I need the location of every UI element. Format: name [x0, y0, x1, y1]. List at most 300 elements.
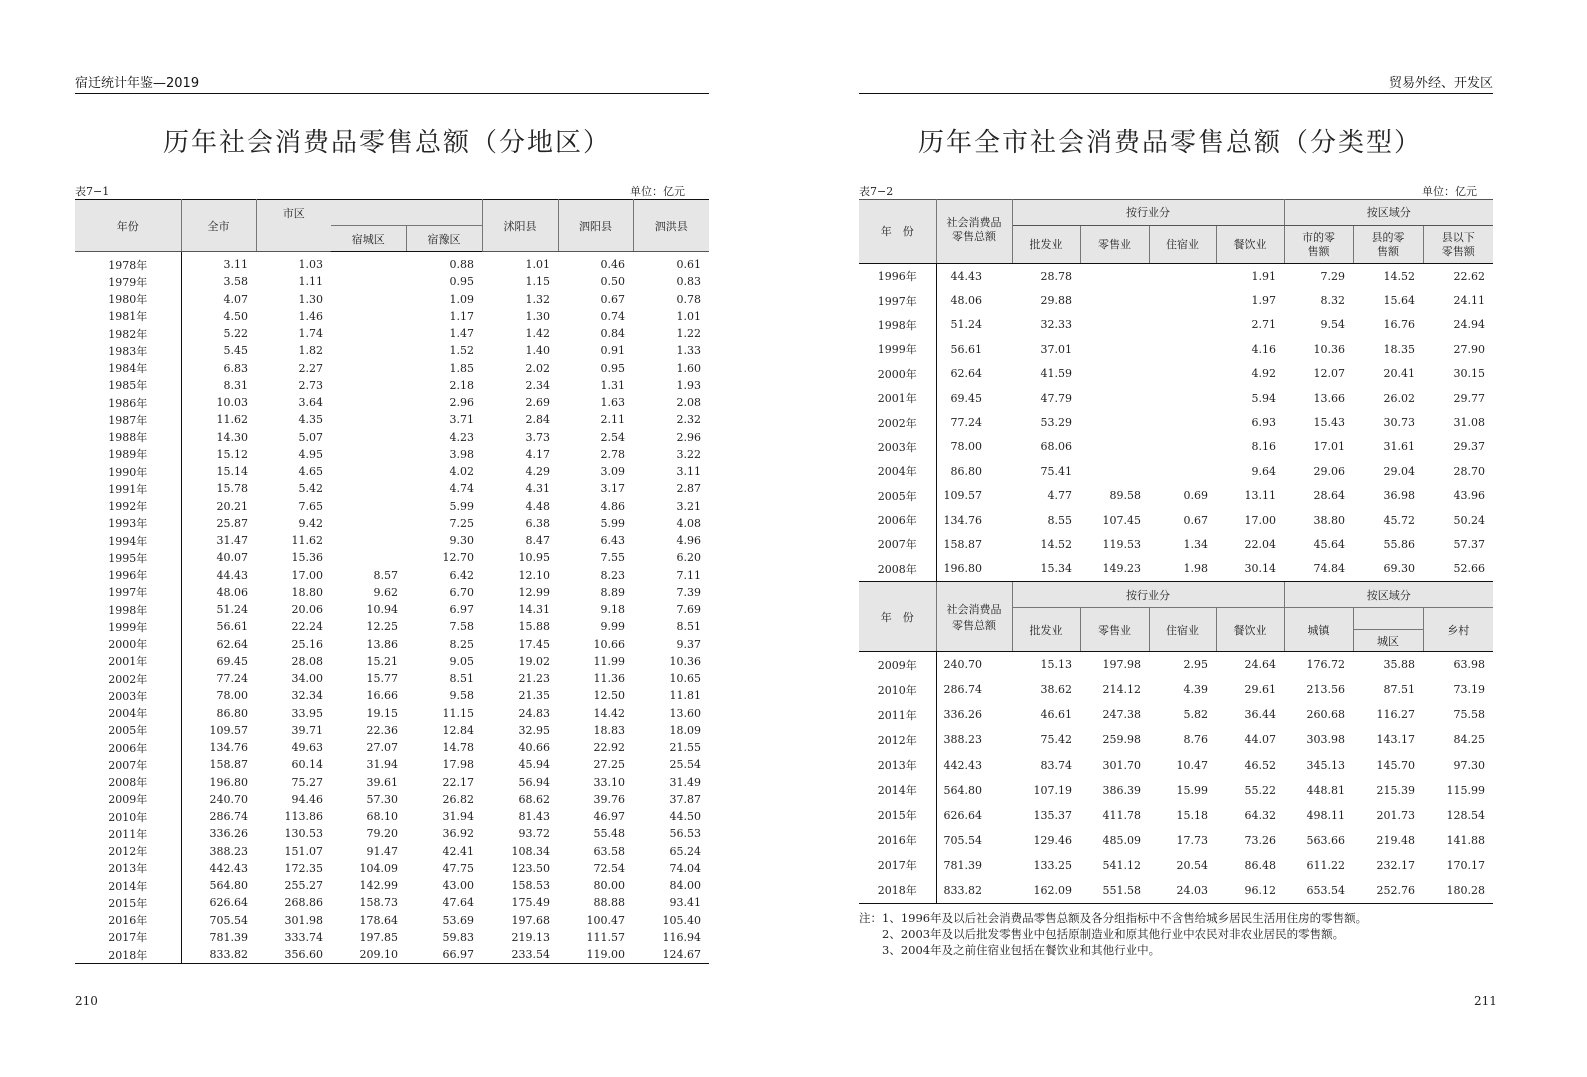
table-cell: 233.54	[511, 948, 550, 962]
table-cell: 39.71	[291, 723, 323, 737]
table-cell: 626.64	[943, 808, 982, 822]
table-cell: 39.61	[366, 775, 398, 789]
table-cell: 40.07	[216, 551, 248, 565]
row-year: 2002年	[859, 410, 936, 434]
table-cell: 33.10	[593, 775, 625, 789]
row-year: 1989年	[75, 446, 181, 463]
table-cell: 268.86	[284, 896, 323, 910]
table-cell: 336.26	[209, 827, 248, 841]
col-header-rural: 乡村	[1423, 608, 1493, 652]
table-cell: 4.08	[676, 516, 701, 530]
row-year: 1986年	[75, 394, 181, 411]
table-cell: 119.53	[1102, 537, 1141, 551]
table-cell: 11.62	[291, 534, 323, 548]
table-row	[75, 463, 709, 480]
table-cell: 22.24	[291, 620, 323, 634]
row-year: 2004年	[859, 459, 936, 483]
row-year: 1978年	[75, 252, 181, 274]
table-cell: 2.54	[600, 430, 625, 444]
table-cell: 11.15	[442, 706, 474, 720]
table-cell: 7.55	[600, 551, 625, 565]
row-year: 1992年	[75, 498, 181, 515]
table-row	[859, 727, 1493, 752]
table-cell: 109.57	[943, 489, 982, 503]
table-cell: 3.22	[676, 447, 701, 461]
table-cell: 9.18	[600, 603, 625, 617]
table-cell: 51.24	[950, 318, 982, 332]
table-cell: 6.43	[600, 534, 625, 548]
table-cell: 69.45	[216, 654, 248, 668]
table-cell: 232.17	[1376, 858, 1415, 872]
table-cell: 111.57	[586, 930, 625, 944]
table-row	[75, 515, 709, 532]
table-row	[75, 894, 709, 911]
table-cell: 29.04	[1383, 464, 1415, 478]
table-cell: 32.34	[291, 689, 323, 703]
row-year: 2001年	[75, 653, 181, 670]
table-cell: 158.53	[511, 879, 550, 893]
table-cell: 564.80	[943, 783, 982, 797]
row-year: 2012年	[859, 727, 936, 752]
table-cell: 46.52	[1244, 758, 1276, 772]
table-cell: 5.99	[600, 516, 625, 530]
table-row	[75, 273, 709, 290]
table-cell: 53.69	[442, 913, 474, 927]
table-cell: 6.38	[525, 516, 550, 530]
table-row	[75, 342, 709, 359]
table-cell: 44.50	[669, 810, 701, 824]
table-cell	[331, 394, 406, 411]
table-cell: 5.82	[1183, 708, 1208, 722]
page-number: 211	[1474, 994, 1497, 1008]
table-cell: 162.09	[1033, 883, 1072, 897]
table-cell: 55.22	[1244, 783, 1276, 797]
table-cell: 214.12	[1102, 683, 1141, 697]
table-cell: 11.81	[669, 689, 701, 703]
table-cell: 442.43	[943, 758, 982, 772]
table-cell	[1080, 410, 1149, 434]
table-cell: 24.03	[1176, 883, 1208, 897]
row-year: 2004年	[75, 705, 181, 722]
col-header-shuyang: 沭阳县	[482, 200, 558, 252]
table-cell: 123.50	[511, 861, 550, 875]
table-cell: 20.41	[1383, 367, 1415, 381]
note-line: 2、2003年及以后批发零售业中包括原制造业和原其他行业中农民对非农业居民的零售额。	[859, 927, 1345, 941]
table-cell: 541.12	[1102, 858, 1141, 872]
table-cell: 134.76	[209, 741, 248, 755]
col-header-by-region-2: 按区域分	[1284, 582, 1493, 608]
table-cell: 0.88	[449, 258, 474, 272]
table-cell: 3.73	[525, 430, 550, 444]
col-header-suyu: 宿豫区	[406, 226, 482, 252]
table-number: 表7−2	[859, 185, 894, 198]
table-cell: 7.58	[449, 620, 474, 634]
table-cell: 16.66	[366, 689, 398, 703]
table-cell	[331, 291, 406, 308]
table-row	[75, 860, 709, 877]
table-cell	[331, 480, 406, 497]
table-cell: 26.82	[442, 792, 474, 806]
table-cell: 47.75	[442, 861, 474, 875]
table-cell: 563.66	[1306, 833, 1345, 847]
table-cell: 1.91	[1251, 269, 1276, 283]
table-cell: 45.94	[518, 758, 550, 772]
table-cell: 2.78	[600, 447, 625, 461]
table-cell: 56.94	[518, 775, 550, 789]
table-cell: 55.48	[593, 827, 625, 841]
table-row	[75, 705, 709, 722]
table-cell: 1.31	[600, 378, 625, 392]
row-year: 2001年	[859, 386, 936, 410]
table-cell: 4.07	[223, 292, 248, 306]
table-cell: 45.72	[1383, 513, 1415, 527]
table-cell: 32.33	[1040, 318, 1072, 332]
table-cell: 91.47	[366, 844, 398, 858]
table-cell: 28.70	[1453, 464, 1485, 478]
table-cell: 0.83	[676, 275, 701, 289]
table-cell: 3.17	[600, 482, 625, 496]
table-cell: 2.73	[298, 378, 323, 392]
table-cell: 0.61	[676, 258, 701, 272]
running-header: 贸易外经、开发区	[1388, 76, 1493, 91]
table-cell: 260.68	[1306, 708, 1345, 722]
table-cell: 485.09	[1102, 833, 1141, 847]
table-cell	[1149, 386, 1216, 410]
col-header-lodging: 住宿业	[1149, 226, 1216, 264]
table-cell: 12.84	[442, 723, 474, 737]
table-cell: 3.71	[449, 413, 474, 427]
table-cell	[331, 273, 406, 290]
col-header-year: 年份	[75, 200, 181, 252]
table-row	[859, 459, 1493, 483]
table-row	[859, 410, 1493, 434]
table-cell: 10.36	[669, 654, 701, 668]
table-cell: 333.74	[284, 930, 323, 944]
table-cell: 2.87	[676, 482, 701, 496]
col-header-retail: 零售业	[1080, 226, 1149, 264]
table-cell: 46.97	[593, 810, 625, 824]
table-cell: 84.25	[1453, 733, 1485, 747]
row-year: 2000年	[859, 362, 936, 386]
table-cell: 15.99	[1176, 783, 1208, 797]
table-cell: 5.07	[298, 430, 323, 444]
table-cell: 14.42	[593, 706, 625, 720]
col-header-town: 城镇	[1284, 608, 1353, 652]
row-year: 1996年	[859, 264, 936, 289]
table-cell: 7.29	[1320, 269, 1345, 283]
running-header: 宿迁统计年鉴—2019	[75, 76, 200, 91]
row-year: 2003年	[75, 687, 181, 704]
table-cell: 36.98	[1383, 489, 1415, 503]
row-year: 1998年	[859, 313, 936, 337]
table-cell: 68.10	[366, 810, 398, 824]
table-cell: 88.88	[593, 896, 625, 910]
table-cell: 9.42	[298, 516, 323, 530]
table-cell: 119.00	[586, 948, 625, 962]
table-row	[75, 291, 709, 308]
table-cell: 84.00	[669, 879, 701, 893]
table-cell: 9.37	[676, 637, 701, 651]
table-cell: 22.36	[366, 723, 398, 737]
row-year: 1999年	[75, 618, 181, 635]
row-year: 1997年	[859, 288, 936, 312]
table-cell: 17.00	[291, 568, 323, 582]
table-cell: 105.40	[662, 913, 701, 927]
row-year: 2000年	[75, 636, 181, 653]
table-cell: 1.34	[1183, 537, 1208, 551]
col-header-sucheng: 宿城区	[331, 226, 406, 252]
table-cell	[1149, 435, 1216, 459]
table-cell: 56.61	[950, 342, 982, 356]
table-cell: 83.74	[1040, 758, 1072, 772]
table-row	[75, 774, 709, 791]
table-cell: 12.70	[442, 551, 474, 565]
table-row	[859, 435, 1493, 459]
table-cell	[1149, 264, 1216, 289]
table-cell: 7.25	[449, 516, 474, 530]
row-year: 2006年	[75, 739, 181, 756]
table-cell: 219.13	[511, 930, 550, 944]
table-cell: 36.44	[1244, 708, 1276, 722]
table-cell: 0.67	[600, 292, 625, 306]
table-cell: 18.83	[593, 723, 625, 737]
page-number: 210	[75, 994, 98, 1008]
header-rule	[859, 93, 1493, 94]
table-cell: 9.54	[1320, 318, 1345, 332]
table-cell: 40.66	[518, 741, 550, 755]
table-cell: 21.55	[669, 741, 701, 755]
table-row	[75, 252, 709, 274]
table-cell: 39.76	[593, 792, 625, 806]
table-cell: 1.01	[676, 309, 701, 323]
table-cell: 31.94	[442, 810, 474, 824]
table-cell: 63.98	[1453, 658, 1485, 672]
table-cell: 37.87	[669, 792, 701, 806]
row-year: 1981年	[75, 308, 181, 325]
table-cell: 21.23	[518, 672, 550, 686]
col-header-total: 社会消费品零售总额	[936, 200, 1012, 264]
row-year: 2018年	[859, 878, 936, 904]
table-cell: 15.64	[1383, 294, 1415, 308]
col-header-year: 年 份	[859, 200, 936, 264]
table-cell: 1.15	[525, 275, 550, 289]
table-cell: 42.41	[442, 844, 474, 858]
table-cell: 18.09	[669, 723, 701, 737]
table-cell: 15.77	[366, 672, 398, 686]
table-cell	[331, 411, 406, 428]
table-cell: 68.06	[1040, 440, 1072, 454]
table-cell: 93.41	[669, 896, 701, 910]
col-header-catering: 餐饮业	[1216, 226, 1284, 264]
table-cell: 21.35	[518, 689, 550, 703]
row-year: 1996年	[75, 567, 181, 584]
table-cell: 2.02	[525, 361, 550, 375]
table-cell: 3.58	[223, 275, 248, 289]
table-cell: 31.61	[1383, 440, 1415, 454]
table-cell: 3.11	[676, 465, 701, 479]
table-row	[859, 508, 1493, 532]
table-cell: 25.16	[291, 637, 323, 651]
table-cell: 5.42	[298, 482, 323, 496]
table-cell: 7.11	[676, 568, 701, 582]
table-cell: 1.82	[298, 344, 323, 358]
table-cell: 29.88	[1040, 294, 1072, 308]
table-cell: 197.68	[511, 913, 550, 927]
table-cell: 32.95	[518, 723, 550, 737]
table-cell: 301.70	[1102, 758, 1141, 772]
left-page	[0, 0, 793, 1077]
table-row	[859, 386, 1493, 410]
table-cell: 31.08	[1453, 416, 1485, 430]
table-cell: 15.13	[1040, 658, 1072, 672]
table-row	[75, 446, 709, 463]
col-header-by-industry: 按行业分	[1012, 200, 1284, 226]
table-cell: 10.36	[1313, 342, 1345, 356]
table-cell: 29.37	[1453, 440, 1485, 454]
table-cell: 2.71	[1251, 318, 1276, 332]
table-cell: 14.78	[442, 741, 474, 755]
table-cell: 9.62	[373, 585, 398, 599]
col-header-urban-district: 城区	[1353, 630, 1423, 652]
table-cell: 15.34	[1012, 557, 1080, 582]
table-cell: 259.98	[1102, 733, 1141, 747]
table-cell: 1.93	[676, 378, 701, 392]
table-cell: 73.19	[1453, 683, 1485, 697]
table-row	[859, 337, 1493, 361]
table-cell: 1.85	[449, 361, 474, 375]
table-cell: 4.48	[525, 499, 550, 513]
table-cell: 17.00	[1244, 513, 1276, 527]
table-cell: 2.69	[525, 396, 550, 410]
table-cell: 2.96	[449, 396, 474, 410]
table-cell: 87.51	[1383, 683, 1415, 697]
row-year: 2017年	[859, 853, 936, 878]
table-row	[75, 929, 709, 946]
table-cell: 1.46	[298, 309, 323, 323]
col-header-wholesale: 批发业	[1012, 226, 1080, 264]
col-header-retail-2: 零售业	[1080, 608, 1149, 652]
table-cell: 197.85	[359, 930, 398, 944]
table-cell: 286.74	[943, 683, 982, 697]
table-cell: 28.08	[291, 654, 323, 668]
table-cell: 8.47	[525, 534, 550, 548]
table-cell: 6.93	[1251, 416, 1276, 430]
table-cell: 143.17	[1376, 733, 1415, 747]
table-cell: 22.04	[1244, 537, 1276, 551]
col-header-total-2: 社会消费品零售总额	[936, 582, 1012, 652]
table-cell: 38.80	[1313, 513, 1345, 527]
col-header-urban-spacer	[331, 200, 482, 226]
table-cell: 8.25	[449, 637, 474, 651]
table-cell: 47.64	[442, 896, 474, 910]
table-cell: 1.32	[525, 292, 550, 306]
table-cell: 135.37	[1033, 808, 1072, 822]
table-cell: 0.50	[600, 275, 625, 289]
col-header-by-region: 按区域分	[1284, 200, 1493, 226]
table-cell: 286.74	[209, 810, 248, 824]
table-cell: 448.81	[1306, 783, 1345, 797]
table-cell: 356.60	[284, 948, 323, 962]
table-cell: 15.78	[216, 482, 248, 496]
table-cell	[331, 377, 406, 394]
row-year: 2014年	[75, 877, 181, 894]
row-year: 2006年	[859, 508, 936, 532]
table-cell: 705.54	[209, 913, 248, 927]
table-cell	[1149, 288, 1216, 312]
table-cell: 0.67	[1183, 513, 1208, 527]
col-header-urban: 市区	[256, 200, 331, 252]
table-row	[75, 325, 709, 342]
table-cell: 56.53	[669, 827, 701, 841]
table-cell: 25.54	[669, 758, 701, 772]
table-cell: 4.74	[449, 482, 474, 496]
table-cell	[331, 252, 406, 274]
table-cell	[1080, 386, 1149, 410]
row-year: 2011年	[859, 702, 936, 727]
row-year: 2014年	[859, 778, 936, 803]
table-cell: 8.31	[223, 378, 248, 392]
table-cell: 498.11	[1306, 808, 1345, 822]
table-cell: 1.30	[525, 309, 550, 323]
row-year: 2017年	[75, 929, 181, 946]
table-cell: 66.97	[442, 948, 474, 962]
table-row	[859, 853, 1493, 878]
table-cell: 388.23	[943, 733, 982, 747]
row-year: 1987年	[75, 411, 181, 428]
table-cell: 69.45	[950, 391, 982, 405]
table-row	[75, 549, 709, 566]
table-cell: 0.95	[449, 275, 474, 289]
table-cell: 16.76	[1383, 318, 1415, 332]
table-cell: 130.53	[284, 827, 323, 841]
table-cell: 38.62	[1040, 683, 1072, 697]
table-cell: 1.98	[1149, 557, 1216, 582]
table-cell: 833.82	[943, 883, 982, 897]
table-cell: 28.64	[1313, 489, 1345, 503]
table-cell: 24.83	[518, 706, 550, 720]
table-cell: 3.09	[600, 465, 625, 479]
table-cell: 30.15	[1453, 367, 1485, 381]
row-year: 2012年	[75, 843, 181, 860]
table-cell: 255.27	[284, 879, 323, 893]
table-cell: 22.62	[1453, 269, 1485, 283]
table-unit: 单位：亿元	[630, 185, 685, 198]
table-cell: 386.39	[1102, 783, 1141, 797]
table-cell: 33.95	[291, 706, 323, 720]
table-cell: 705.54	[943, 833, 982, 847]
table-cell: 5.22	[223, 327, 248, 341]
table-cell: 12.07	[1313, 367, 1345, 381]
table-cell: 12.99	[518, 585, 550, 599]
row-year: 1983年	[75, 342, 181, 359]
table-cell: 1.47	[449, 327, 474, 341]
table-cell: 55.86	[1383, 537, 1415, 551]
table-row	[859, 313, 1493, 337]
table-cell: 10.94	[366, 603, 398, 617]
table-cell: 9.58	[449, 689, 474, 703]
table-cell: 108.34	[511, 844, 550, 858]
table-number: 表7−1	[75, 185, 110, 198]
row-year: 2011年	[75, 825, 181, 842]
table-cell: 43.00	[442, 879, 474, 893]
table-cell: 14.30	[216, 430, 248, 444]
table-cell: 9.30	[449, 534, 474, 548]
table-cell	[1149, 337, 1216, 361]
table-row	[859, 484, 1493, 508]
table-cell: 15.12	[216, 447, 248, 461]
table-row	[75, 825, 709, 842]
table-cell: 31.49	[669, 775, 701, 789]
